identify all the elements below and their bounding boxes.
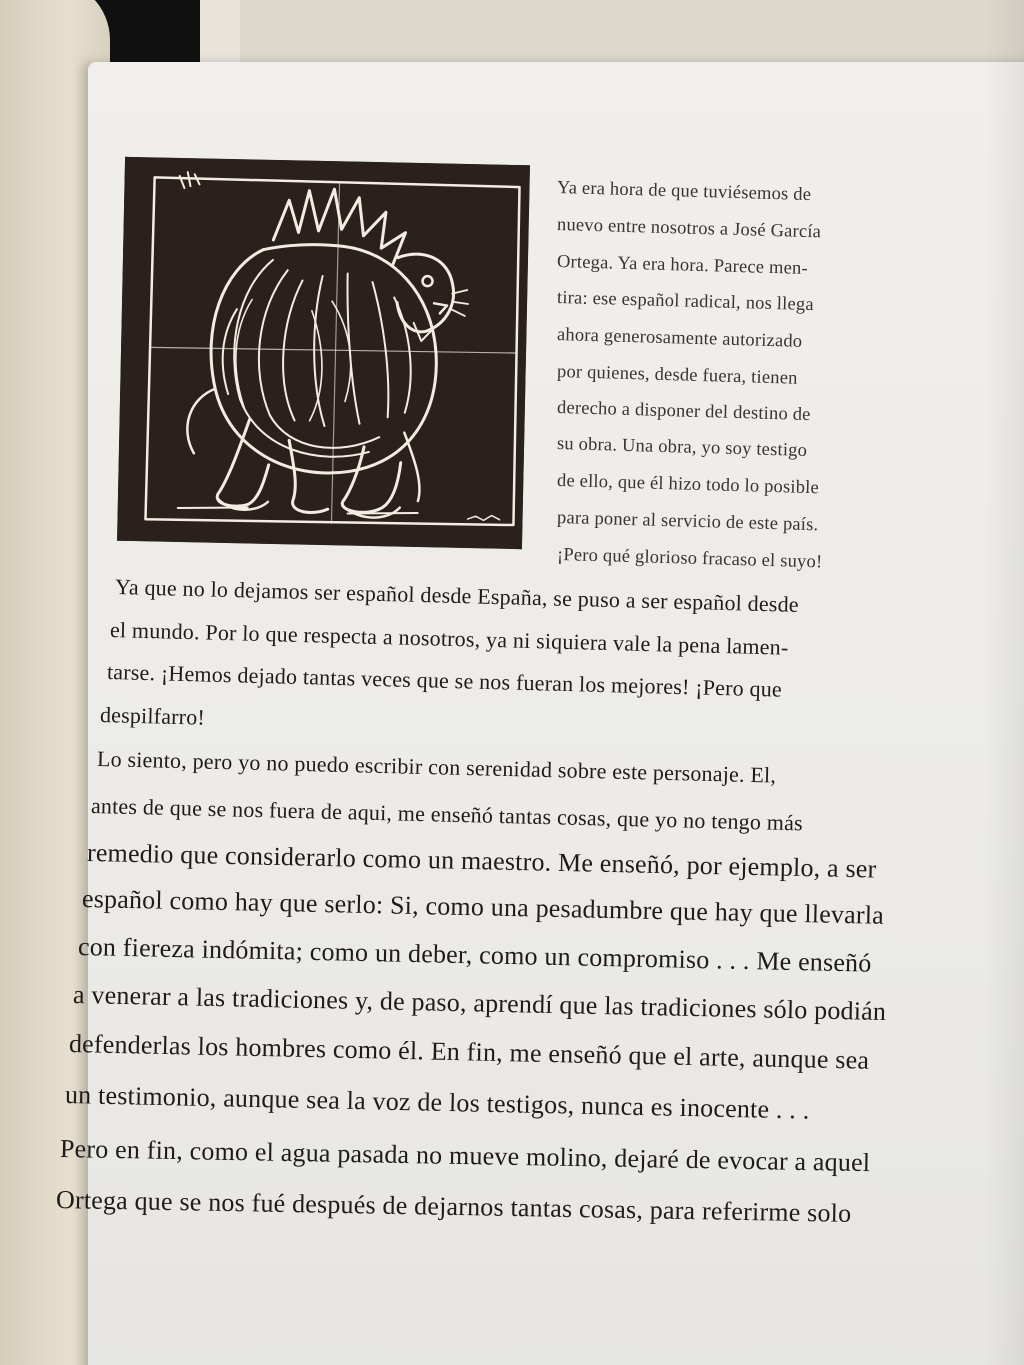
text-line: Pero en fin, como el agua pasada no mueve molino, dejaré de evocar a aquel bbox=[59, 1134, 871, 1178]
text-line: a venerar a las tradiciones y, de paso, aprendí que las tradiciones sólo podián bbox=[72, 980, 887, 1027]
text-line: de ello, que él hizo todo lo posible bbox=[556, 471, 820, 499]
text-line: por quienes, desde fuera, tienen bbox=[556, 362, 798, 389]
text-line: un testimonio, aunque sea la voz de los testigos, nunca es inocente . . . bbox=[64, 1080, 810, 1125]
text-line: antes de que se nos fuera de aqui, me enseñó tantas cosas, que yo no tengo más bbox=[90, 793, 804, 836]
text-line: el mundo. Por lo que respecta a nosotros, ya ni siquiera vale la pena lamen- bbox=[109, 617, 789, 660]
text-line: despilfarro! bbox=[99, 702, 206, 730]
text-line: Ortega. Ya era hora. Parece men- bbox=[556, 252, 809, 280]
text-line: su obra. Una obra, yo soy testigo bbox=[556, 434, 808, 461]
text-line: Ya era hora de que tuviésemos de bbox=[556, 178, 812, 206]
text-line: español como hay que serlo: Si, como una pesadumbre que hay que llevarla bbox=[81, 884, 885, 930]
text-line: para poner al servicio de este país. bbox=[556, 508, 819, 536]
text-line: nuevo entre nosotros a José García bbox=[556, 215, 822, 243]
text-line: Ya que no lo dejamos ser español desde España, se puso a ser español desde bbox=[114, 574, 800, 617]
text-line: ahora generosamente autorizado bbox=[556, 325, 803, 352]
text-line: derecho a disponer del destino de bbox=[556, 398, 811, 426]
text-line: con fiereza indómita; como un deber, como un compromiso . . . Me enseñó bbox=[77, 932, 872, 978]
text-line: ¡Pero qué glorioso fracaso el suyo! bbox=[556, 545, 823, 573]
text-line: remedio que considerarlo como un maestro. Me enseñó, por ejemplo, a ser bbox=[86, 838, 877, 884]
text-line: Ortega que se nos fué después de dejarnos tantas cosas, para referirme solo bbox=[55, 1185, 852, 1228]
text-line: tira: ese español radical, nos llega bbox=[556, 288, 815, 316]
text-line: Lo siento, pero yo no puedo escribir con serenidad sobre este personaje. El, bbox=[96, 746, 777, 788]
text-line: tarse. ¡Hemos dejado tantas veces que se nos fueran los mejores! ¡Pero que bbox=[106, 659, 783, 702]
text-line: defenderlas los hombres como él. En fin, me enseñó que el arte, aunque sea bbox=[68, 1029, 870, 1075]
